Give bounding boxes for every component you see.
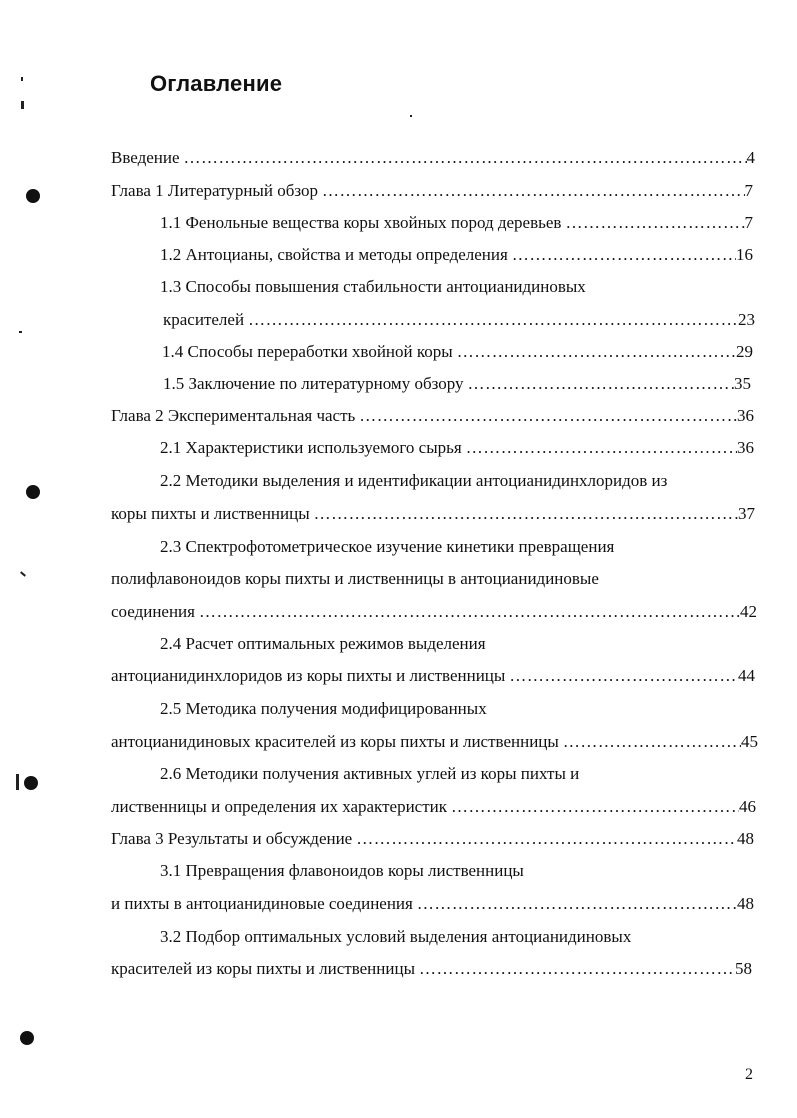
toc-entry-title: 2.1 Характеристики используемого сырья bbox=[160, 438, 462, 457]
toc-entry-page: 7 bbox=[744, 181, 753, 200]
toc-entry bbox=[111, 796, 756, 818]
toc-entry-page: 48 bbox=[737, 829, 754, 848]
page-number: 2 bbox=[745, 1066, 753, 1083]
toc-entry bbox=[160, 633, 486, 655]
toc-entry-title: красителей из коры пихты и лиственницы bbox=[111, 959, 415, 978]
toc-entry bbox=[160, 926, 631, 948]
toc-entry bbox=[111, 958, 752, 980]
toc-entry-title: 2.5 Методика получения модифицированных bbox=[160, 699, 487, 718]
toc-entry-title: 3.2 Подбор оптимальных условий выделения антоцианидиновых bbox=[160, 927, 632, 946]
dot-leader bbox=[509, 665, 738, 687]
binder-hole-bullet bbox=[26, 485, 40, 499]
toc-entry-page: 29 bbox=[736, 342, 753, 361]
dot-leader bbox=[451, 796, 739, 818]
toc-entry bbox=[111, 601, 757, 623]
toc-entry bbox=[111, 893, 754, 915]
dot-leader bbox=[356, 828, 737, 850]
toc-entry bbox=[160, 763, 579, 785]
toc-entry-title: антоцианидинхлоридов из коры пихты и лиственницы bbox=[111, 666, 506, 685]
toc-entry bbox=[111, 180, 753, 202]
toc-entry-page: 44 bbox=[738, 666, 755, 685]
binder-hole-bullet bbox=[20, 1031, 34, 1045]
toc-entry bbox=[111, 665, 755, 687]
toc-entry-page: 48 bbox=[737, 894, 754, 913]
dot-leader bbox=[248, 309, 738, 331]
dot-leader bbox=[417, 893, 737, 915]
toc-entry bbox=[111, 405, 754, 427]
toc-entry-page: 16 bbox=[736, 245, 753, 264]
toc-entry-title: полифлавоноидов коры пихты и лиственницы в антоцианидиновые bbox=[111, 569, 599, 588]
toc-entry-page: 35 bbox=[734, 374, 751, 393]
toc-entry-page: 7 bbox=[744, 213, 753, 232]
toc-entry-title: 2.2 Методики выделения и идентификации антоцианидинхлоридов из bbox=[160, 471, 668, 490]
toc-entry bbox=[111, 147, 755, 169]
scan-speck bbox=[20, 571, 26, 576]
scan-speck bbox=[16, 774, 19, 790]
toc-entry bbox=[160, 536, 614, 558]
dot-leader bbox=[184, 147, 747, 169]
toc-entry-title: антоцианидиновых красителей из коры пихты и лиственницы bbox=[111, 732, 559, 751]
toc-entry-title: 2.4 Расчет оптимальных режимов выделения bbox=[160, 634, 486, 653]
toc-entry bbox=[111, 503, 755, 525]
dot-leader bbox=[419, 958, 735, 980]
scan-speck bbox=[19, 331, 22, 333]
toc-entry-title: лиственницы и определения их характеристик bbox=[111, 797, 447, 816]
toc-entry bbox=[160, 470, 667, 492]
toc-entry-page: 36 bbox=[737, 406, 754, 425]
toc-entry bbox=[160, 437, 754, 459]
scan-speck bbox=[21, 77, 23, 81]
dot-leader bbox=[457, 341, 736, 363]
toc-entry-page: 58 bbox=[735, 959, 752, 978]
toc-entry-title: соединения bbox=[111, 602, 195, 621]
dot-leader bbox=[199, 601, 740, 623]
toc-entry bbox=[163, 309, 755, 331]
toc-entry bbox=[111, 731, 758, 753]
scan-speck bbox=[21, 101, 24, 109]
scan-speck bbox=[410, 115, 412, 117]
dot-leader bbox=[565, 212, 744, 234]
dot-leader bbox=[314, 503, 738, 525]
toc-entry-title: Введение bbox=[111, 148, 180, 167]
toc-entry-page: 46 bbox=[739, 797, 756, 816]
toc-entry-title: 1.1 Фенольные вещества коры хвойных пород деревьев bbox=[160, 213, 562, 232]
toc-entry bbox=[160, 276, 586, 298]
toc-entry-title: и пихты в антоцианидиновые соединения bbox=[111, 894, 413, 913]
dot-leader bbox=[512, 244, 736, 266]
toc-entry-page: 37 bbox=[738, 504, 755, 523]
toc-entry-title: 3.1 Превращения флавоноидов коры лиственницы bbox=[160, 861, 524, 880]
toc-entry-title: Глава 1 Литературный обзор bbox=[111, 181, 318, 200]
dot-leader bbox=[466, 437, 737, 459]
toc-entry bbox=[160, 244, 753, 266]
toc-entry-page: 23 bbox=[738, 310, 755, 329]
toc-entry-title: 1.5 Заключение по литературному обзору bbox=[163, 374, 464, 393]
toc-entry-page: 45 bbox=[741, 732, 758, 751]
toc-entry-title: 1.4 Способы переработки хвойной коры bbox=[162, 342, 453, 361]
toc-entry-page: 4 bbox=[746, 148, 755, 167]
toc-entry bbox=[111, 568, 599, 590]
toc-entry-title: Глава 2 Экспериментальная часть bbox=[111, 406, 356, 425]
toc-entry bbox=[163, 373, 751, 395]
binder-hole-bullet bbox=[26, 189, 40, 203]
dot-leader bbox=[322, 180, 745, 202]
toc-entry-title: Глава 3 Результаты и обсуждение bbox=[111, 829, 353, 848]
toc-entry-page: 36 bbox=[737, 438, 754, 457]
dot-leader bbox=[467, 373, 734, 395]
binder-hole-bullet bbox=[24, 776, 38, 790]
toc-entry bbox=[160, 212, 753, 234]
toc-entry-title: 2.6 Методики получения активных углей из коры пихты и bbox=[160, 764, 580, 783]
toc-entry-title: 1.3 Способы повышения стабильности антоцианидиновых bbox=[160, 277, 586, 296]
toc-entry-title: красителей bbox=[163, 310, 245, 329]
dot-leader bbox=[563, 731, 741, 753]
toc-entry-title: 1.2 Антоцианы, свойства и методы определения bbox=[160, 245, 508, 264]
page-title: Оглавление bbox=[150, 71, 283, 96]
toc-entry bbox=[160, 698, 487, 720]
toc-entry-title: коры пихты и лиственницы bbox=[111, 504, 310, 523]
toc-entry-page: 42 bbox=[740, 602, 757, 621]
toc-entry bbox=[111, 828, 754, 850]
dot-leader bbox=[359, 405, 737, 427]
toc-entry bbox=[160, 860, 524, 882]
toc-entry bbox=[162, 341, 753, 363]
toc-entry-title: 2.3 Спектрофотометрическое изучение кинетики превращения bbox=[160, 537, 615, 556]
